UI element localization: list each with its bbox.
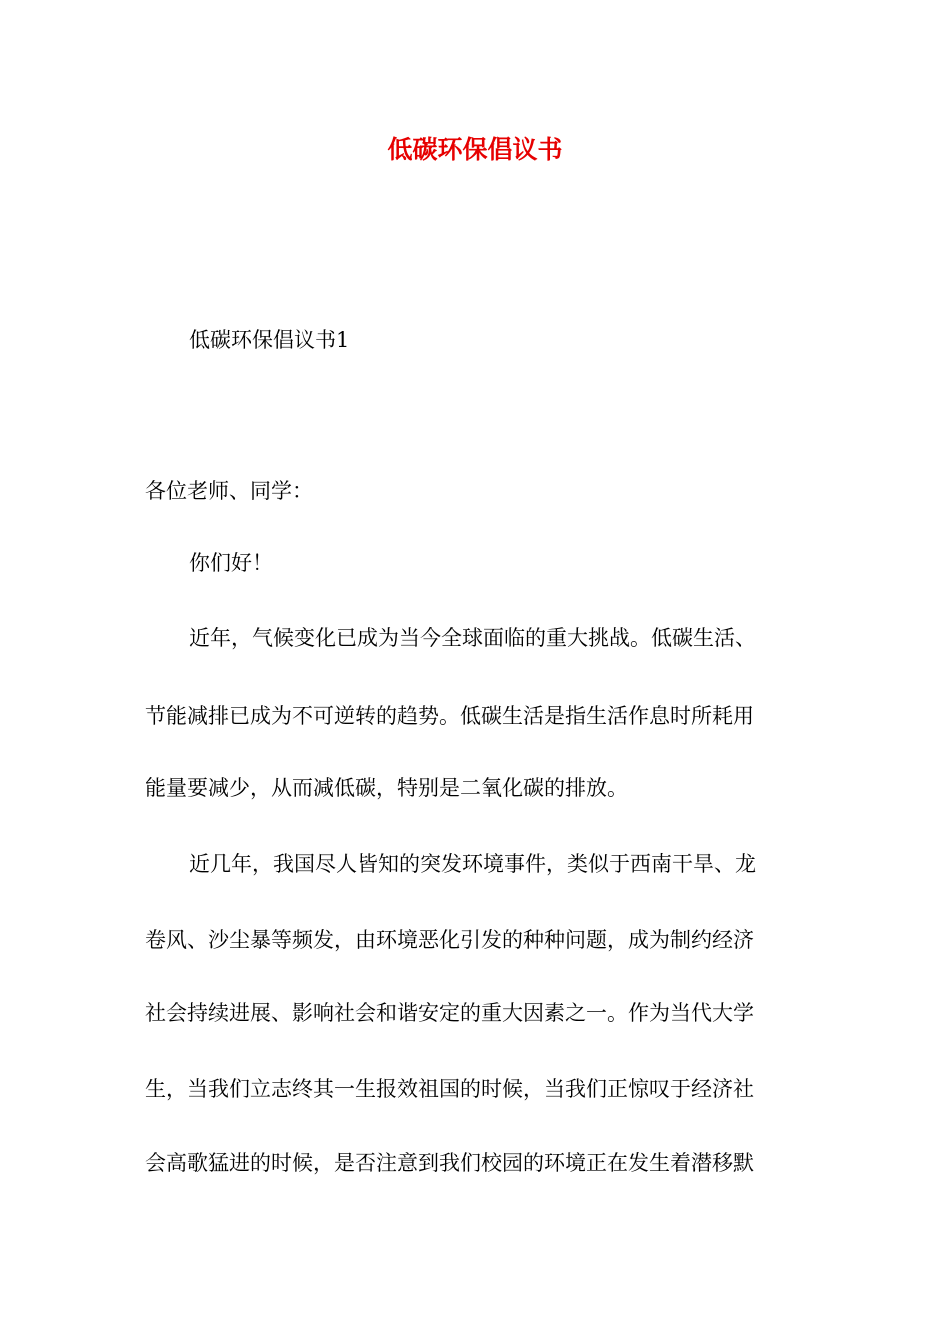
- paragraph-line: 卷风、沙尘暴等频发，由环境恶化引发的种种问题，成为制约经济: [145, 928, 754, 952]
- paragraph-line: 社会持续进展、影响社会和谐安定的重大因素之一。作为当代大学: [145, 1001, 754, 1025]
- greeting: 你们好！: [189, 551, 273, 575]
- section-heading: 低碳环保倡议书1: [189, 328, 350, 352]
- paragraph-line: 近几年，我国尽人皆知的突发环境事件，类似于西南干旱、龙: [189, 852, 756, 876]
- salutation: 各位老师、同学：: [145, 479, 313, 503]
- paragraph-line: 近年，气候变化已成为当今全球面临的重大挑战。低碳生活、: [189, 626, 756, 650]
- paragraph-line: 生，当我们立志终其一生报效祖国的时候，当我们正惊叹于经济社: [145, 1077, 754, 1101]
- document-title: 低碳环保倡议书: [387, 135, 563, 164]
- paragraph-line: 会高歌猛进的时候，是否注意到我们校园的环境正在发生着潜移默: [145, 1151, 754, 1175]
- paragraph-line: 能量要减少，从而减低碳，特别是二氧化碳的排放。: [145, 776, 628, 800]
- paragraph-line: 节能减排已成为不可逆转的趋势。低碳生活是指生活作息时所耗用: [145, 704, 754, 728]
